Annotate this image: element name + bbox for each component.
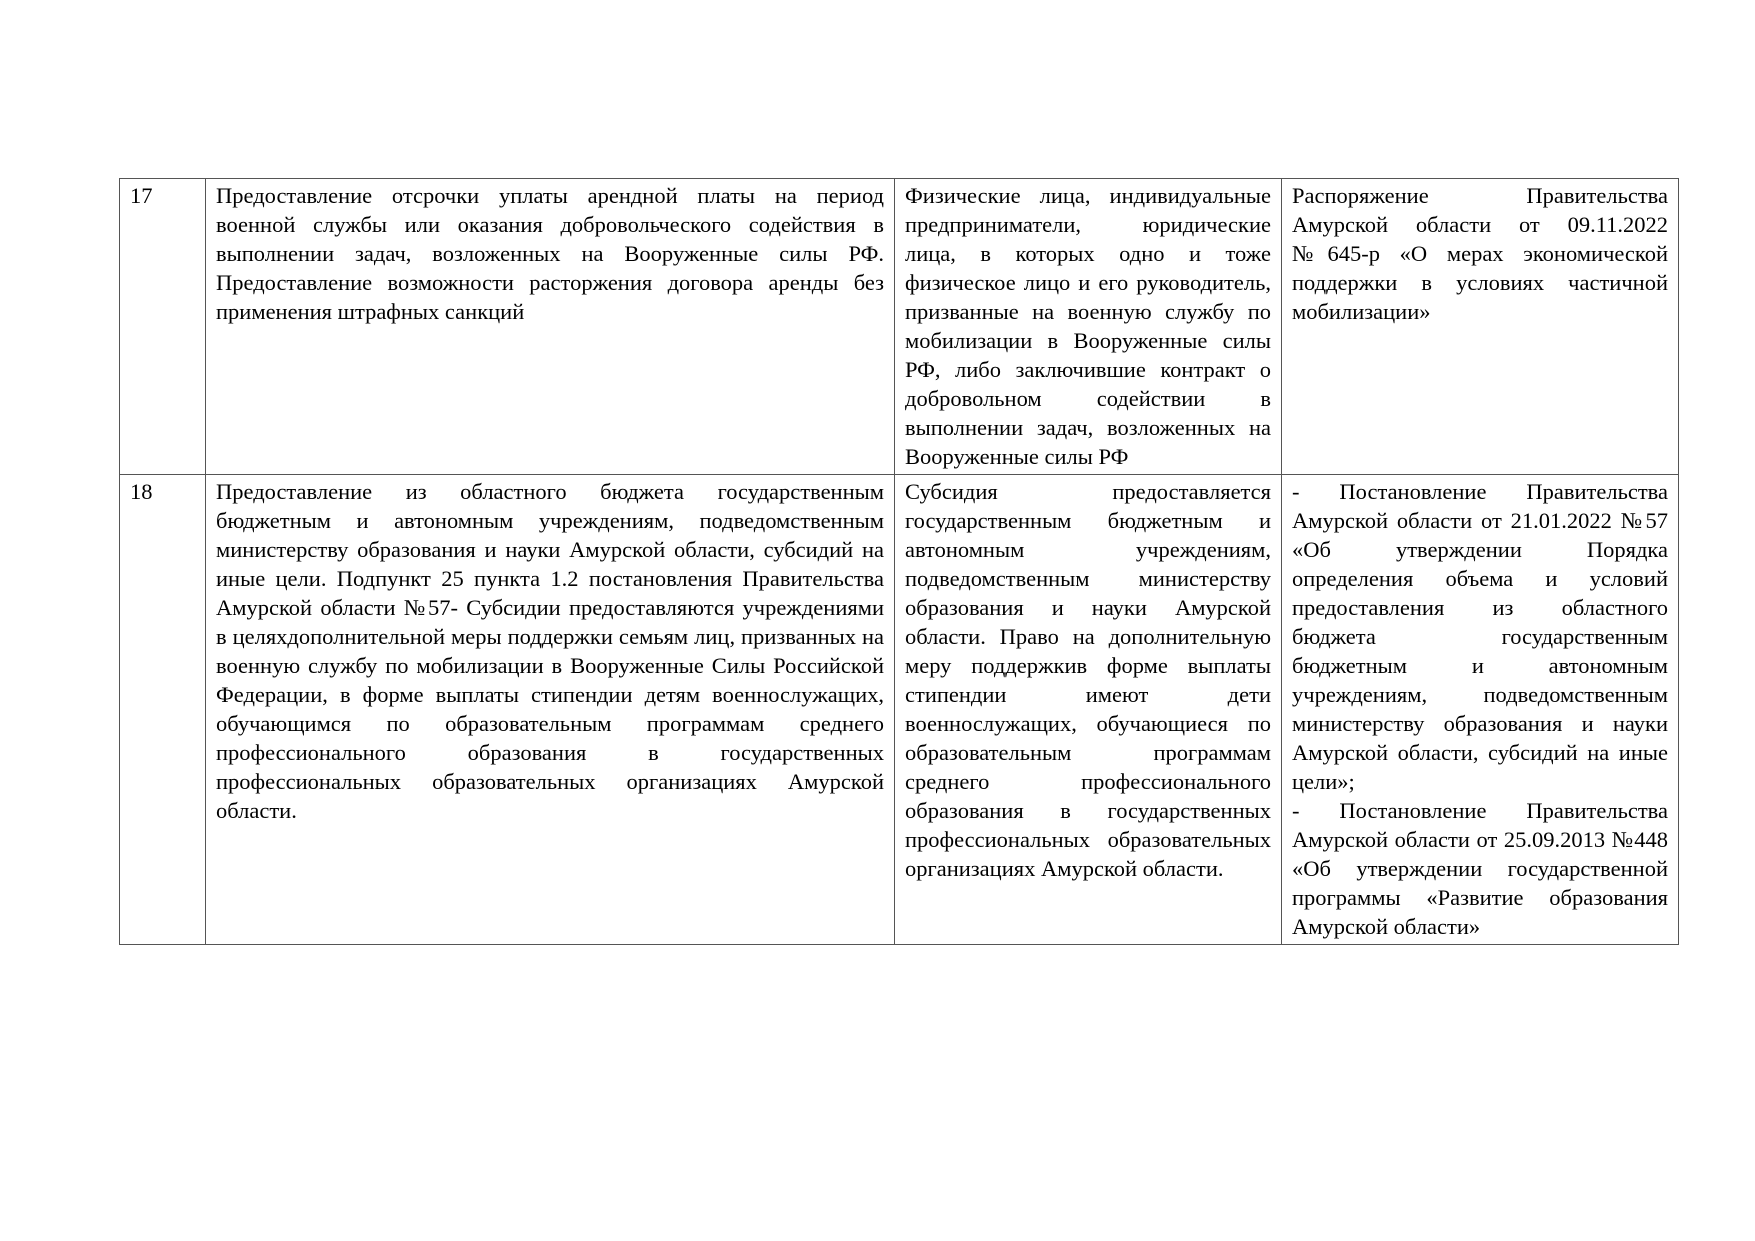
table-row	[120, 179, 1679, 475]
support-measures-table	[119, 178, 1679, 945]
row-number: 17	[120, 179, 206, 475]
measure-description: Предоставление из областного бюджета государственным бюджетным и автономным учреждениям, подведомственным министерству образования и науки Амурской области, субсидий на иные цели. Подпункт 25 пункта 1.2 постановления Правительства Амурской области №57- Субсидии предоставляются учреждениями в целяхдополнительной меры поддержки семьям лиц, призванных на военную службу по мобилизации в Вооруженные Силы Российской Федерации, в форме выплаты стипендии детям военнослужащих, обучающимся по образовательным программам среднего профессионального образования в государственных профессиональных образовательных организациях Амурской области.	[206, 475, 895, 945]
measure-legal-basis	[1282, 475, 1679, 945]
measure-recipients: Субсидия предоставляется государственным бюджетным и автономным учреждениям, подведомственным министерству образования и науки Амурской области. Право на дополнительную меру поддержкив форме выплаты стипендии имеют дети военнослужащих, обучающиеся по образовательным программам среднего профессионального образования в государственных профессиональных образовательных организациях Амурской области.	[895, 475, 1282, 945]
table-row	[120, 475, 1679, 945]
measure-recipients: Физические лица, индивидуальные предприниматели, юридические лица, в которых одно и тоже физическое лицо и его руководитель, призванные на военную службу по мобилизации в Вооруженные силы РФ, либо заключившие контракт о добровольном содействии в выполнении задач, возложенных на Вооруженные силы РФ	[895, 179, 1282, 475]
measure-legal-basis	[1282, 179, 1679, 475]
legal-basis-item: - Постановление Правительства Амурской области от 25.09.2013 №448 «Об утверждении государственной программы «Развитие образования Амурской области»	[1292, 798, 1668, 939]
measure-description: Предоставление отсрочки уплаты арендной платы на период военной службы или оказания добровольческого содействия в выполнении задач, возложенных на Вооруженные силы РФ. Предоставление возможности расторжения договора аренды без применения штрафных санкций	[206, 179, 895, 475]
legal-basis-item: Распоряжение Правительства Амурской области от 09.11.2022 №645-р «О мерах экономической поддержки в условиях частичной мобилизации»	[1292, 183, 1668, 324]
row-number: 18	[120, 475, 206, 945]
legal-basis-item: - Постановление Правительства Амурской области от 21.01.2022 №57 «Об утверждении Порядка определения объема и условий предоставления из областного бюджета государственным бюджетным и автономным учреждениям, подведомственным министерству образования и науки Амурской области, субсидий на иные цели»;	[1292, 479, 1668, 794]
